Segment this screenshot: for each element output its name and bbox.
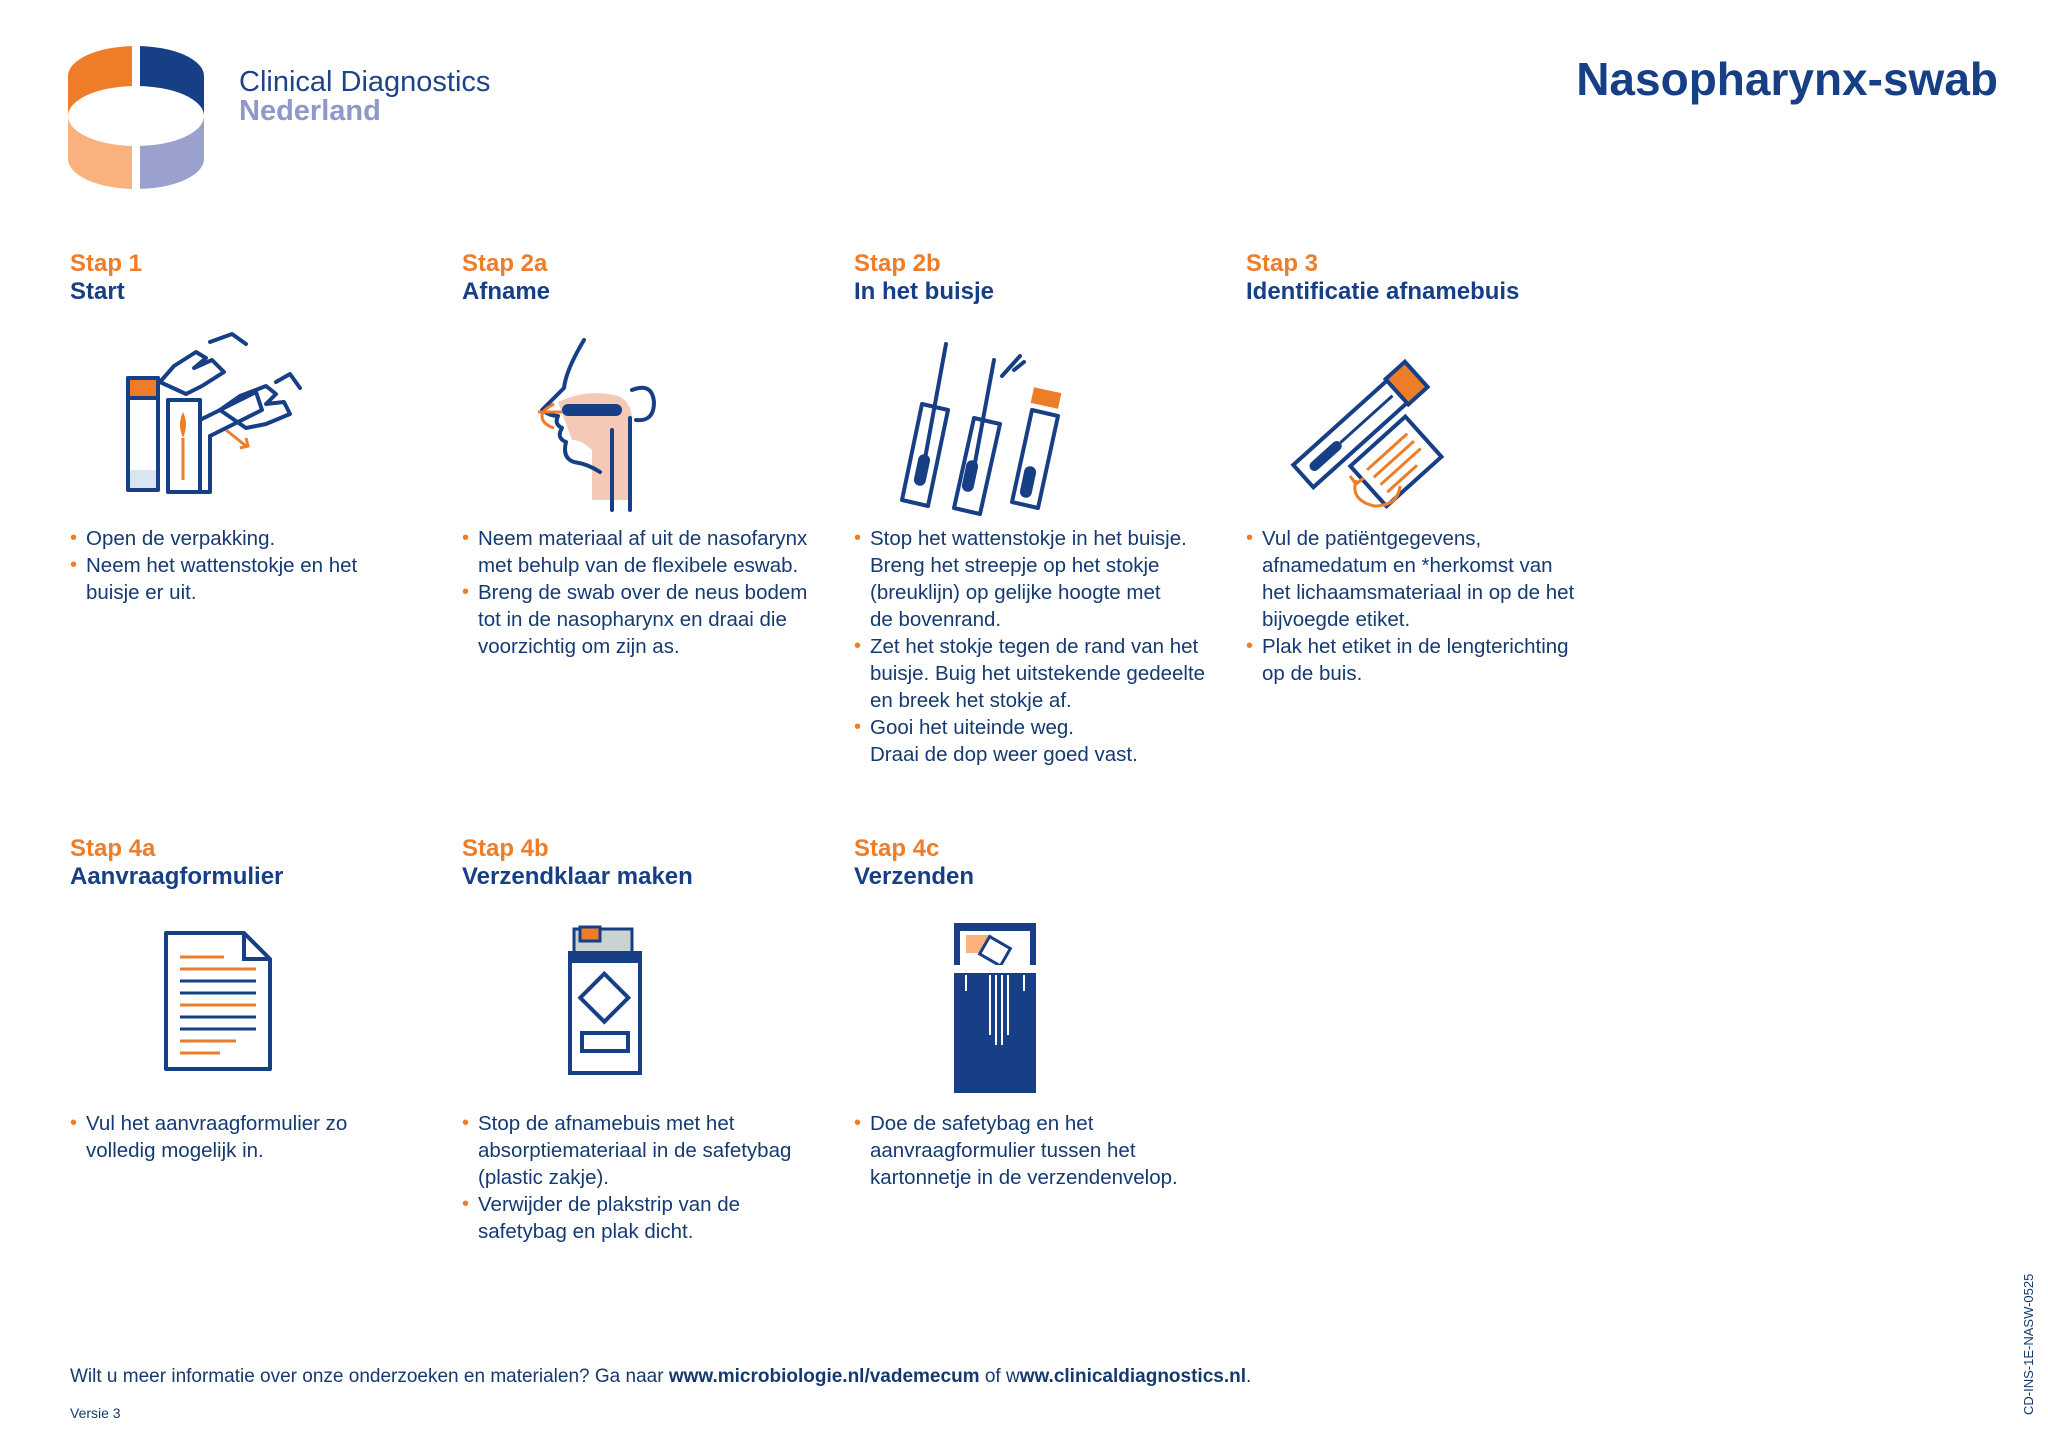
instruction-item: [462, 1110, 832, 1191]
instruction-text: buisje er uit.: [86, 581, 197, 604]
bullet-icon: •: [70, 1112, 78, 1134]
step-number: Stap 2b: [854, 250, 941, 277]
footer-text-end: .: [1246, 1366, 1252, 1387]
instruction-text: Draai de dop weer goed vast.: [870, 743, 1138, 766]
brand-name: [239, 68, 490, 126]
instruction-text: tot in de nasopharynx en draai die: [478, 608, 787, 631]
footer-text-middle: of w: [979, 1366, 1020, 1387]
tube-label-icon: [1246, 330, 1616, 520]
step-title: Verzendklaar maken: [462, 863, 693, 890]
instruction-text: met behulp van de flexibele eswab.: [478, 554, 799, 577]
bullet-icon: •: [462, 581, 470, 603]
instruction-item: [1246, 525, 1616, 633]
swab-in-tube-icon: [854, 330, 1224, 520]
step-instructions: [70, 1110, 440, 1164]
instruction-item: [462, 525, 832, 579]
bullet-icon: •: [854, 1112, 862, 1134]
bullet-icon: •: [70, 554, 78, 576]
step-title: In het buisje: [854, 278, 995, 305]
instruction-text: Stop de afnamebuis met het: [478, 1112, 735, 1135]
instruction-text: kartonnetje in de verzendenvelop.: [870, 1166, 1178, 1189]
opening-package-icon: [70, 330, 440, 520]
version-label: Versie 3: [70, 1405, 121, 1421]
step-number: Stap 4a: [70, 835, 156, 862]
instruction-text: bijvoegde etiket.: [1262, 608, 1411, 631]
step-title: Start: [70, 278, 125, 305]
instruction-text: op de buis.: [1262, 662, 1363, 685]
page-title: Nasopharynx-swab: [1576, 53, 1998, 105]
document-code: CD-INS-1E-NASW-0525: [2021, 1273, 2036, 1415]
instruction-item: [462, 579, 832, 660]
step-instructions: [1246, 525, 1616, 687]
step-instructions: [462, 1110, 832, 1245]
bullet-icon: •: [70, 527, 78, 549]
step-number: Stap 4b: [462, 835, 549, 862]
instruction-text: (breuklijn) op gelijke hoogte met: [870, 581, 1161, 604]
instruction-text: Doe de safetybag en het: [870, 1112, 1094, 1135]
step-2b: [854, 250, 1224, 766]
bullet-icon: •: [854, 527, 862, 549]
brand-name-line2: Nederland: [239, 95, 381, 127]
step-3: [1246, 250, 1616, 685]
step-title: Identificatie afnamebuis: [1246, 278, 1520, 305]
step-4b: [462, 835, 832, 1243]
instruction-text: (plastic zakje).: [478, 1166, 610, 1189]
instruction-text: aanvraagformulier tussen het: [870, 1139, 1136, 1162]
footer-info: [70, 1366, 1251, 1388]
instruction-text: Breng het streepje op het stokje: [870, 554, 1160, 577]
step-instructions: [854, 1110, 1224, 1191]
step-title: Afname: [462, 278, 551, 305]
instruction-text: de bovenrand.: [870, 608, 1002, 631]
instruction-item: [854, 525, 1224, 633]
instruction-item: [70, 525, 440, 552]
instruction-text: absorptiemateriaal in de safetybag: [478, 1139, 792, 1162]
request-form-icon: [70, 915, 440, 1105]
instruction-text: het lichaamsmateriaal in op de het: [1262, 581, 1575, 604]
instruction-text: Verwijder de plakstrip van de: [478, 1193, 741, 1216]
nasal-swab-icon: [462, 330, 832, 520]
instruction-text: Neem het wattenstokje en het: [86, 554, 358, 577]
instruction-text: Breng de swab over de neus bodem: [478, 581, 808, 604]
step-number: Stap 4c: [854, 835, 940, 862]
instruction-item: [70, 552, 440, 606]
step-instructions: [70, 525, 440, 606]
bullet-icon: •: [1246, 527, 1254, 549]
instruction-text: Neem materiaal af uit de nasofarynx: [478, 527, 808, 550]
envelope-icon: [854, 915, 1224, 1105]
instruction-item: [462, 1191, 832, 1245]
instruction-text: safetybag en plak dicht.: [478, 1220, 694, 1243]
bullet-icon: •: [462, 527, 470, 549]
instruction-item: [854, 1110, 1224, 1191]
instruction-text: Vul de patiëntgegevens,: [1262, 527, 1482, 550]
step-4a: [70, 835, 440, 1162]
bullet-icon: •: [462, 1193, 470, 1215]
instruction-item: [854, 714, 1224, 768]
instruction-text: en breek het stokje af.: [870, 689, 1072, 712]
bullet-icon: •: [462, 1112, 470, 1134]
instruction-item: [854, 633, 1224, 714]
instruction-text: afnamedatum en *herkomst van: [1262, 554, 1553, 577]
instruction-text: volledig mogelijk in.: [86, 1139, 264, 1162]
bullet-icon: •: [1246, 635, 1254, 657]
instruction-text: Stop het wattenstokje in het buisje.: [870, 527, 1187, 550]
brand-name-line1: Clinical Diagnostics: [239, 66, 491, 98]
step-instructions: [854, 525, 1224, 768]
step-4c: [854, 835, 1224, 1189]
step-number: Stap 3: [1246, 250, 1319, 277]
instruction-text: Zet het stokje tegen de rand van het: [870, 635, 1199, 658]
instruction-text: Vul het aanvraagformulier zo: [86, 1112, 348, 1135]
instruction-text: Plak het etiket in de lengterichting: [1262, 635, 1569, 658]
instruction-text: Open de verpakking.: [86, 527, 276, 550]
instruction-text: Gooi het uiteinde weg.: [870, 716, 1074, 739]
step-1: [70, 250, 440, 604]
brand-logo-icon: [66, 44, 214, 189]
step-number: Stap 1: [70, 250, 143, 277]
vademecum-link[interactable]: www.microbiologie.nl/vademecum: [668, 1366, 980, 1387]
bullet-icon: •: [854, 635, 862, 657]
step-title: Aanvraagformulier: [70, 863, 284, 890]
instruction-text: voorzichtig om zijn as.: [478, 635, 680, 658]
safetybag-icon: [462, 915, 832, 1105]
footer-text: Wilt u meer informatie over onze onderzoeken en materialen? Ga naar: [70, 1366, 669, 1387]
step-2a: [462, 250, 832, 658]
bullet-icon: •: [854, 716, 862, 738]
instruction-item: [70, 1110, 440, 1164]
instruction-text: buisje. Buig het uitstekende gedeelte: [870, 662, 1206, 685]
step-title: Verzenden: [854, 863, 975, 890]
step-instructions: [462, 525, 832, 660]
clinicaldiagnostics-link[interactable]: ww.clinicaldiagnostics.nl: [1019, 1366, 1246, 1387]
step-number: Stap 2a: [462, 250, 548, 277]
instruction-item: [1246, 633, 1616, 687]
